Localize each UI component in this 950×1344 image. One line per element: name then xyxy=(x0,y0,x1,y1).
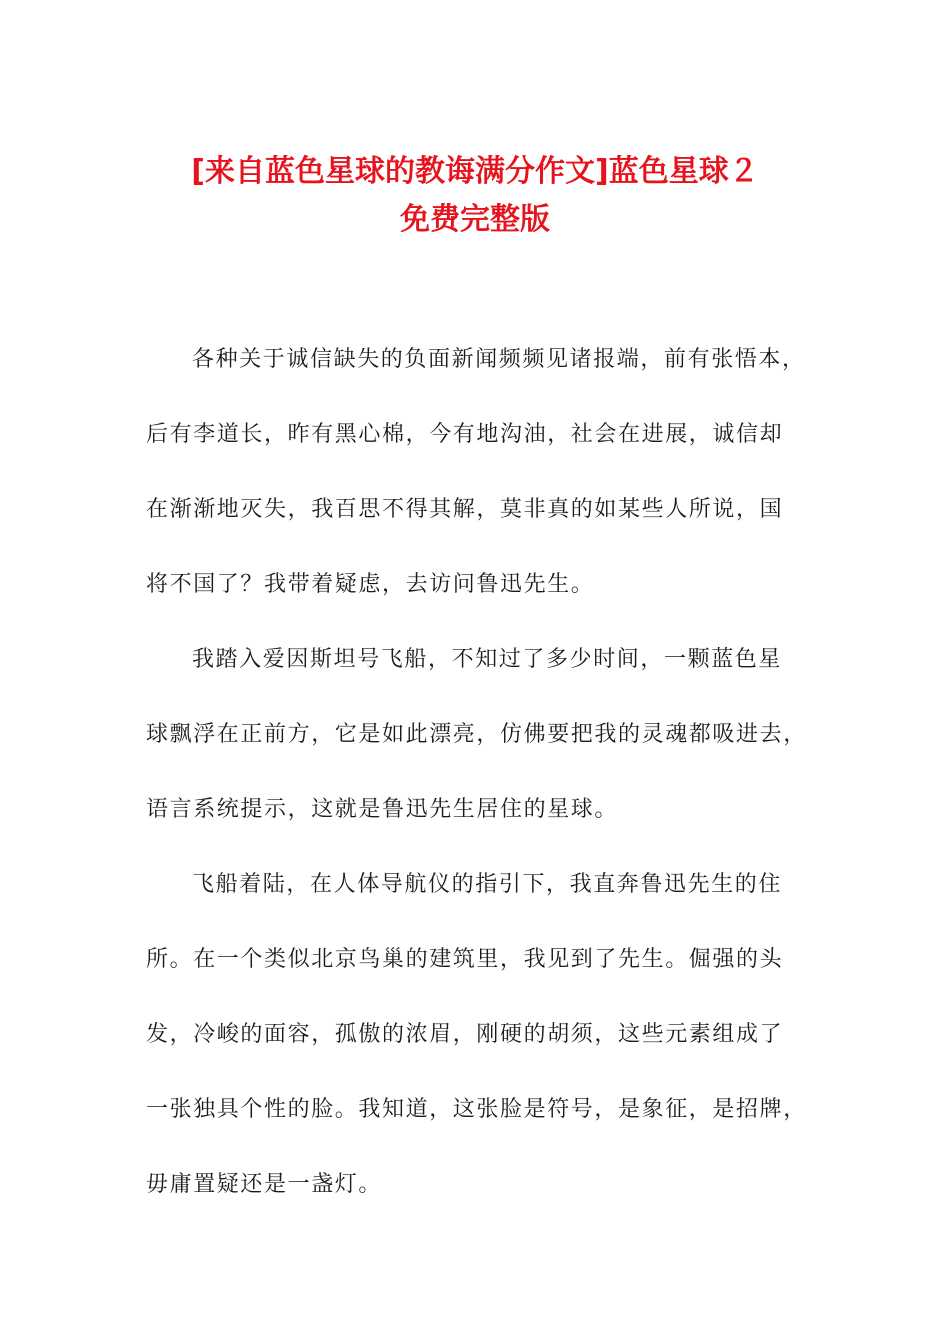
paragraph-line: 发，冷峻的面容，孤傲的浓眉，刚硬的胡须，这些元素组成了 xyxy=(146,1022,784,1047)
paragraph-line: 所。在一个类似北京鸟巢的建筑里，我见到了先生。倔强的头 xyxy=(146,947,784,972)
paragraph-line: 后有李道长，昨有黑心棉，今有地沟油，社会在进展，诚信却 xyxy=(146,422,784,447)
paragraph-line: 各种关于诚信缺失的负面新闻频频见诸报端，前有张悟本， xyxy=(192,347,806,372)
paragraph-line: 我踏入爱因斯坦号飞船，不知过了多少时间，一颗蓝色星 xyxy=(192,647,783,672)
document-body xyxy=(146,322,806,1222)
title-line-1: [来自蓝色星球的教诲满分作文]蓝色星球２ xyxy=(191,154,759,189)
paragraph-line: 毋庸置疑还是一盏灯。 xyxy=(146,1172,383,1197)
paragraph-1 xyxy=(146,322,806,622)
paragraph-line: 球飘浮在正前方，它是如此漂亮，仿佛要把我的灵魂都吸进去， xyxy=(146,722,807,747)
paragraph-line: 将不国了？我带着疑虑，去访问鲁迅先生。 xyxy=(146,572,595,597)
paragraph-3 xyxy=(146,847,806,1222)
paragraph-2 xyxy=(146,622,806,847)
paragraph-line: 飞船着陆，在人体导航仪的指引下，我直奔鲁迅先生的住 xyxy=(192,872,783,897)
paragraph-line: 在渐渐地灭失，我百思不得其解，莫非真的如某些人所说，国 xyxy=(146,497,784,522)
paragraph-line: 一张独具个性的脸。我知道，这张脸是符号，是象征，是招牌， xyxy=(146,1097,807,1122)
document-title xyxy=(130,148,820,244)
paragraph-line: 语言系统提示，这就是鲁迅先生居住的星球。 xyxy=(146,797,619,822)
title-line-2: 免费完整版 xyxy=(400,202,550,237)
